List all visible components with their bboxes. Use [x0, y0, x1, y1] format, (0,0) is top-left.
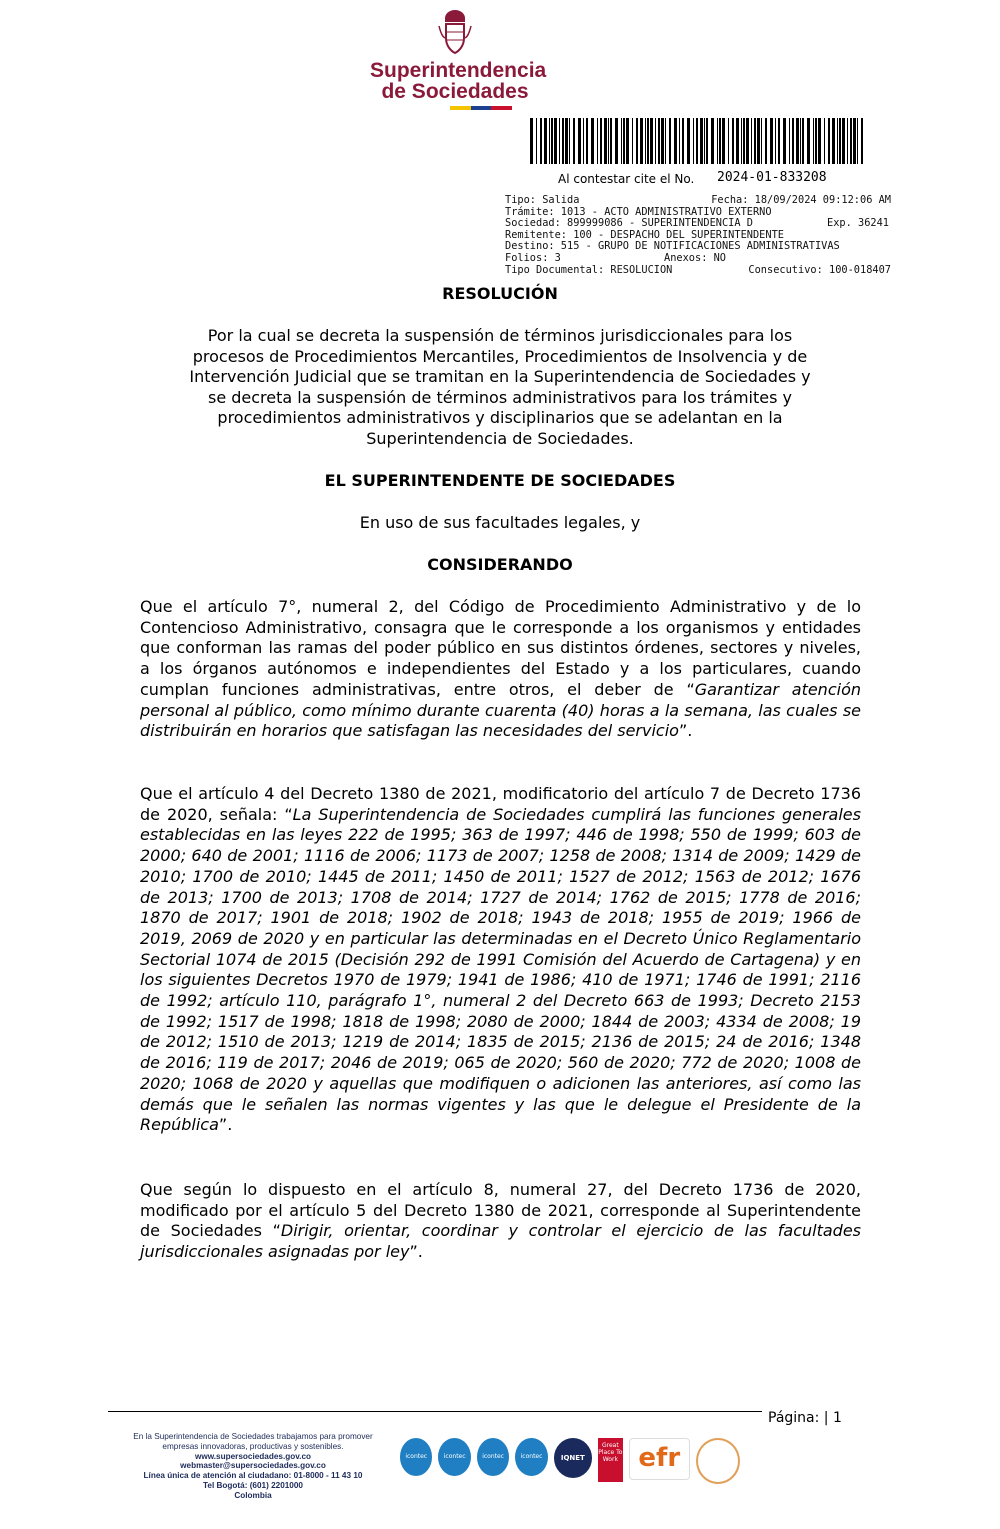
barcode-bar — [813, 118, 814, 164]
barcode-bar — [853, 118, 856, 164]
barcode-bar — [640, 118, 643, 164]
barcode-bar — [597, 118, 598, 164]
stamp-right: Fecha: 18/09/2024 09:12:06 AM — [711, 194, 891, 206]
barcode-bar — [610, 118, 612, 164]
barcode-bar — [536, 118, 537, 164]
considering-heading: CONSIDERANDO — [427, 555, 573, 574]
quote-text: Dirigir, orientar, coordinar y controlar el ejercicio de las facultades jurisdiccionales asignadas por ley — [140, 1221, 861, 1262]
barcode-bar — [770, 118, 773, 164]
barcode-bar — [818, 118, 821, 164]
stamp-left: Folios: 3 — [505, 251, 561, 264]
iqnet-cert-icon: IQNET — [554, 1438, 592, 1478]
barcode-bar — [565, 118, 568, 164]
barcode-bar — [661, 118, 664, 164]
barcode-bar — [832, 118, 835, 164]
document-title: RESOLUCIÓN — [442, 284, 558, 303]
website-link[interactable]: www.supersociedades.gov.co — [194, 1451, 312, 1461]
flag-yellow — [450, 106, 471, 110]
quote-close: ”. — [409, 1242, 423, 1262]
barcode-bar — [669, 118, 671, 164]
barcode-bar — [551, 118, 553, 164]
stamp-left: Tipo: Salida — [505, 194, 580, 206]
barcode-bar — [645, 118, 646, 164]
radicado-stamp — [505, 195, 891, 276]
stamp-left: Tipo Documental: RESOLUCION — [505, 263, 673, 276]
barcode-bar — [687, 118, 690, 164]
efr-cert-icon: efr — [629, 1438, 690, 1480]
barcode-bar — [623, 118, 625, 164]
barcode-bar — [693, 118, 694, 164]
barcode-bar — [559, 118, 560, 164]
barcode-bar — [665, 118, 666, 164]
barcode-bar — [636, 118, 638, 164]
stamp-right: Consecutivo: 100-018407 — [748, 263, 891, 276]
barcode-bar — [824, 118, 825, 164]
barcode-bar — [719, 118, 721, 164]
flag-stripe — [450, 106, 512, 110]
barcode-bar — [796, 118, 799, 164]
barcode-bar — [682, 118, 684, 164]
barcode-bar — [722, 118, 725, 164]
barcode-bar — [847, 118, 848, 164]
barcode-bar — [583, 118, 584, 164]
barcode-bar — [569, 118, 570, 164]
barcode-bar — [757, 118, 760, 164]
barcode-bar — [679, 118, 680, 164]
subject-line: Intervención Judicial que se tramitan en la Superintendencia de Sociedades y — [189, 367, 811, 386]
subject-line: procedimientos administrativos y disciplinarios que se adelantan en la — [217, 408, 783, 427]
barcode-bar — [736, 118, 739, 164]
cite-label: Al contestar cite el No. — [558, 172, 695, 186]
barcode-bar — [573, 118, 575, 164]
barcode-bar — [562, 118, 564, 164]
barcode-bar — [743, 118, 745, 164]
footer-line-text: empresas innovadoras, productivas y sostenibles. — [162, 1441, 344, 1451]
barcode-bar — [861, 118, 863, 164]
barcode-bar — [647, 118, 649, 164]
barcode-bar — [728, 118, 729, 164]
barcode-bar — [578, 118, 581, 164]
barcode-bar — [544, 118, 547, 164]
stamp-left: Remitente: 100 - DESPACHO DEL SUPERINTENDENTE — [505, 228, 784, 241]
barcode-bar — [696, 118, 698, 164]
barcode-bar — [706, 118, 708, 164]
certification-logos — [400, 1438, 740, 1493]
barcode-bar — [711, 118, 714, 164]
barcode-bar — [857, 118, 858, 164]
barcode-bar — [608, 118, 609, 164]
faculties-line: En uso de sus facultades legales, y — [359, 513, 641, 532]
barcode-bar — [549, 118, 550, 164]
seal-icon — [696, 1438, 740, 1484]
email-link[interactable]: webmaster@supersociedades.gov.co — [180, 1461, 326, 1471]
barcode-bar — [554, 118, 557, 164]
footer-divider — [108, 1411, 762, 1412]
barcode-bar — [828, 118, 830, 164]
quote-text: La Superintendencia de Sociedades cumplirá las funciones generales establecidas en las leyes 222 de 1995; 363 de 1997; 446 de 1998; 550 de 1999; 603 de 2000; 640 de 2001; 1116 de 2006; 1173 de 2007; 1258 de 2008; 1314 de 2009; 1429 de 2010; 1700 de 2010; 1445 de 2011; 1450 de 2011; 1527 de 2012; 1563 de 2012; 1676 de 2013; 1700 de 2013; 1708 de 2014; 1727 de 2014; 1762 de 2015; 1778 de 2016; 1870 de 2017; 1901 de 2018; 1902 de 2018; 1943 de 2018; 1955 de 2019; 1966 de 2019, 2069 de 2020 y en particular las determinadas en el Decreto Único Reglamentario Sectorial 1074 de 2015 (Decisión 292 de 1991 Comisión del Acuerdo de Cartagena) y en los siguientes Decretos 1970 de 1979; 1941 de 1986; 410 de 1971; 1746 de 1991; 2116 de 1992; artículo 110, parágrafo 1°, numeral 2 del Decreto 663 de 1993; Decreto 2153 de 1992; 1517 de 1998; 1818 de 1998; 2080 de 2000; 1844 de 2003; 4334 de 2008; 19 de 2012; 1510 de 2013; 1219 de 2014; 1835 de 2015; 2136 de 2015; 24 de 2016; 1348 de 2016; 119 de 2017; 2046 de 2019; 065 de 2020; 560 de 2020; 772 de 2020; 1008 de 2020; 1068 de 2020 y aquellas que modifiquen o adicionen las anteriores, así como las demás que le señalen las normas vigentes y las que le delegue el Presidente de la República — [140, 804, 861, 1135]
authority-heading: EL SUPERINTENDENTE DE SOCIEDADES — [324, 471, 676, 490]
barcode-bar — [789, 118, 790, 164]
barcode-bar — [800, 118, 801, 164]
barcode-bar — [761, 118, 762, 164]
barcode-bar — [792, 118, 794, 164]
barcode — [528, 118, 866, 164]
stamp-row — [505, 253, 891, 265]
flag-red — [491, 106, 512, 110]
logo-text — [370, 59, 547, 103]
subject-line: procesos de Procedimientos Mercantiles, Procedimientos de Insolvencia y de — [192, 346, 808, 366]
barcode-bar — [807, 118, 810, 164]
barcode-bar — [765, 118, 767, 164]
coat-of-arms-icon — [435, 8, 475, 56]
quote-text: Garantizar atención personal al público, como mínimo durante cuarenta (40) horas a la semana, las cuales se distribuirán en horarios que satisfagan las necesidades del servicio — [140, 679, 861, 741]
paragraph-3 — [140, 1180, 861, 1263]
barcode-bar — [754, 118, 756, 164]
barcode-bar — [775, 118, 776, 164]
stamp-row — [505, 195, 891, 207]
subject-line: Superintendencia de Sociedades. — [366, 428, 634, 448]
cite-number: 2024-01-833208 — [717, 170, 827, 185]
barcode-bar — [778, 118, 780, 164]
footer-contact — [108, 1432, 398, 1501]
barcode-bar — [658, 118, 660, 164]
subject-line: se decreta la suspensión de términos administrativos para los trámites y — [207, 387, 792, 407]
stamp-row — [505, 265, 891, 277]
barcode-bar — [530, 118, 533, 164]
icontec-cert-icon: icontec — [477, 1438, 509, 1476]
barcode-bar — [615, 118, 618, 164]
quote-close: ”. — [218, 1115, 233, 1135]
paragraph-text: Que según lo dispuesto en el artículo 8, numeral 27, del Decreto 1736 de 2020, modificado por el artículo 5 del Decreto 1380 de 2021, corresponde al Superintendente de Sociedades “ — [140, 1180, 861, 1241]
stamp-right: Exp. 36241 — [827, 217, 889, 230]
barcode-bar — [741, 118, 742, 164]
barcode-bar — [837, 118, 838, 164]
barcode-bar — [751, 118, 752, 164]
country-text: Colombia — [234, 1490, 272, 1500]
barcode-bar — [839, 118, 841, 164]
icontec-cert-icon: icontec — [400, 1438, 432, 1476]
superintendencia-logo — [370, 8, 547, 110]
quote-close: ”. — [678, 721, 693, 741]
barcode-bar — [732, 118, 734, 164]
barcode-bar — [746, 118, 749, 164]
barcode-bar — [591, 118, 594, 164]
barcode-bar — [717, 118, 718, 164]
paragraph-text: Que el artículo 7°, numeral 2, del Código de Procedimiento Administrativo y de lo Contencioso Administrativo, consagra que le corresponde a los organismos y entidades que conforman las ramas del poder público en sus distintos órdenes, sectores y niveles, a los órganos autónomos e independientes del Estado y a los particulares, cuando cumplan funciones administrativas, entre otros, el deber de “ — [140, 597, 861, 699]
barcode-bar — [783, 118, 786, 164]
barcode-bar — [674, 118, 677, 164]
paragraph-2 — [140, 784, 861, 1136]
barcode-bar — [604, 118, 607, 164]
icontec-cert-icon: icontec — [438, 1438, 470, 1476]
paragraph-1 — [140, 597, 861, 742]
stamp-left: Destino: 515 - GRUPO DE NOTIFICACIONES ADMINISTRATIVAS — [505, 240, 840, 253]
barcode-bar — [621, 118, 622, 164]
barcode-bar — [700, 118, 703, 164]
barcode-bar — [626, 118, 629, 164]
barcode-bar — [815, 118, 817, 164]
barcode-bar — [842, 118, 845, 164]
paragraph-text: Que el artículo 4 del Decreto 1380 de 2021, modificatorio del artículo 7 de Decreto 1736 de 2020, señala: “ — [140, 784, 861, 824]
barcode-bar — [850, 118, 852, 164]
barcode-bar — [540, 118, 542, 164]
footer-line-text: En la Superintendencia de Sociedades trabajamos para promover — [133, 1432, 373, 1441]
stamp-left: Sociedad: 899999086 - SUPERINTENDENCIA D — [505, 217, 753, 230]
icontec-cert-icon: icontec — [515, 1438, 547, 1476]
subject-line: Por la cual se decreta la suspensión de términos jurisdiccionales para los — [207, 326, 793, 345]
logo-line-2: de Sociedades — [381, 80, 529, 103]
stamp-left: Trámite: 1013 - ACTO ADMINISTRATIVO EXTERNO — [505, 205, 772, 218]
hotline-text: Línea única de atención al ciudadano: 01-8000 - 11 43 10 — [143, 1471, 363, 1481]
barcode-bar — [586, 118, 588, 164]
logo-line-1: Superintendencia — [370, 59, 547, 82]
barcode-bar — [600, 118, 602, 164]
barcode-bar — [655, 118, 656, 164]
barcode-bar — [704, 118, 705, 164]
document-subject — [140, 326, 860, 449]
page-number: Página: | 1 — [768, 1410, 842, 1426]
stamp-right: Anexos: NO — [664, 251, 726, 264]
great-place-to-work-icon: Great Place To Work — [598, 1438, 623, 1482]
barcode-bar — [802, 118, 804, 164]
barcode-bar — [650, 118, 653, 164]
phone-text: Tel Bogotá: (601) 2201000 — [203, 1480, 303, 1490]
flag-blue — [471, 106, 492, 110]
barcode-bar — [632, 118, 633, 164]
